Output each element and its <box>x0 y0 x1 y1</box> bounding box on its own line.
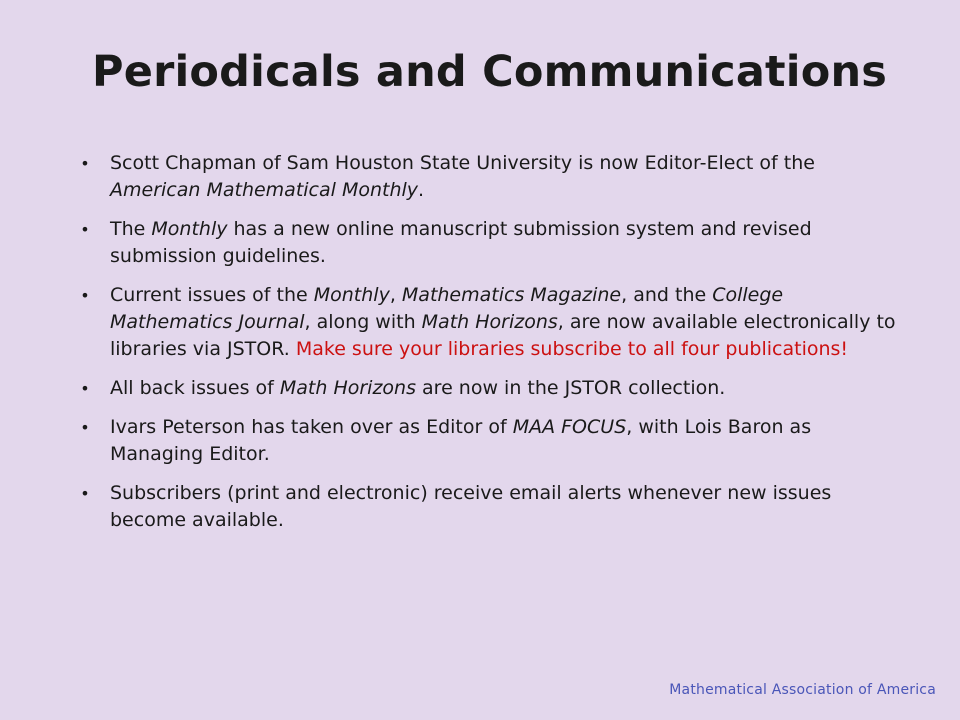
bullet-text: Subscribers (print and electronic) receive email alerts whenever new issues become available. <box>110 482 832 531</box>
bullet-text: Scott Chapman of Sam Houston State University is now Editor-Elect of the <box>110 152 815 174</box>
bullet-item <box>78 375 898 402</box>
journal-title: MAA FOCUS <box>512 416 627 438</box>
bullet-icon: • <box>80 154 90 173</box>
footer-organization: Mathematical Association of America <box>669 682 936 698</box>
bullet-text: Ivars Peterson has taken over as Editor of <box>110 416 513 438</box>
bullet-text: All back issues of <box>110 377 280 399</box>
bullet-text: , are now available electronically to libraries via JSTOR. <box>110 311 896 360</box>
bullet-item <box>78 480 898 534</box>
bullet-icon: • <box>80 484 90 503</box>
bullet-text: , along with <box>304 311 422 333</box>
bullet-text: are now in the JSTOR collection. <box>416 377 726 399</box>
journal-title: Monthly <box>151 218 228 240</box>
bullet-list <box>78 150 898 546</box>
bullet-item <box>78 414 898 468</box>
bullet-text: Current issues of the <box>110 284 314 306</box>
bullet-text: has a new online manuscript submission system and revised submission guidelines. <box>110 218 812 267</box>
bullet-icon: • <box>80 286 90 305</box>
slide-title: Periodicals and Communications <box>92 47 888 97</box>
bullet-item <box>78 282 898 363</box>
bullet-icon: • <box>80 379 90 398</box>
journal-title: College Mathematics Journal <box>110 284 784 333</box>
highlight-text: Make sure your libraries subscribe to all four publications! <box>295 338 849 360</box>
journal-title: Mathematics Magazine <box>401 284 622 306</box>
bullet-icon: • <box>80 418 90 437</box>
bullet-icon: • <box>80 220 90 239</box>
bullet-text: . <box>418 179 425 201</box>
journal-title: Monthly <box>313 284 390 306</box>
bullet-text: , and the <box>621 284 713 306</box>
bullet-item <box>78 216 898 270</box>
journal-title: Math Horizons <box>421 311 558 333</box>
bullet-text: The <box>110 218 152 240</box>
bullet-text: , <box>389 284 402 306</box>
journal-title: American Mathematical Monthly <box>110 179 419 201</box>
journal-title: Math Horizons <box>279 377 416 399</box>
bullet-text: , with Lois Baron as Managing Editor. <box>110 416 812 465</box>
bullet-item <box>78 150 898 204</box>
